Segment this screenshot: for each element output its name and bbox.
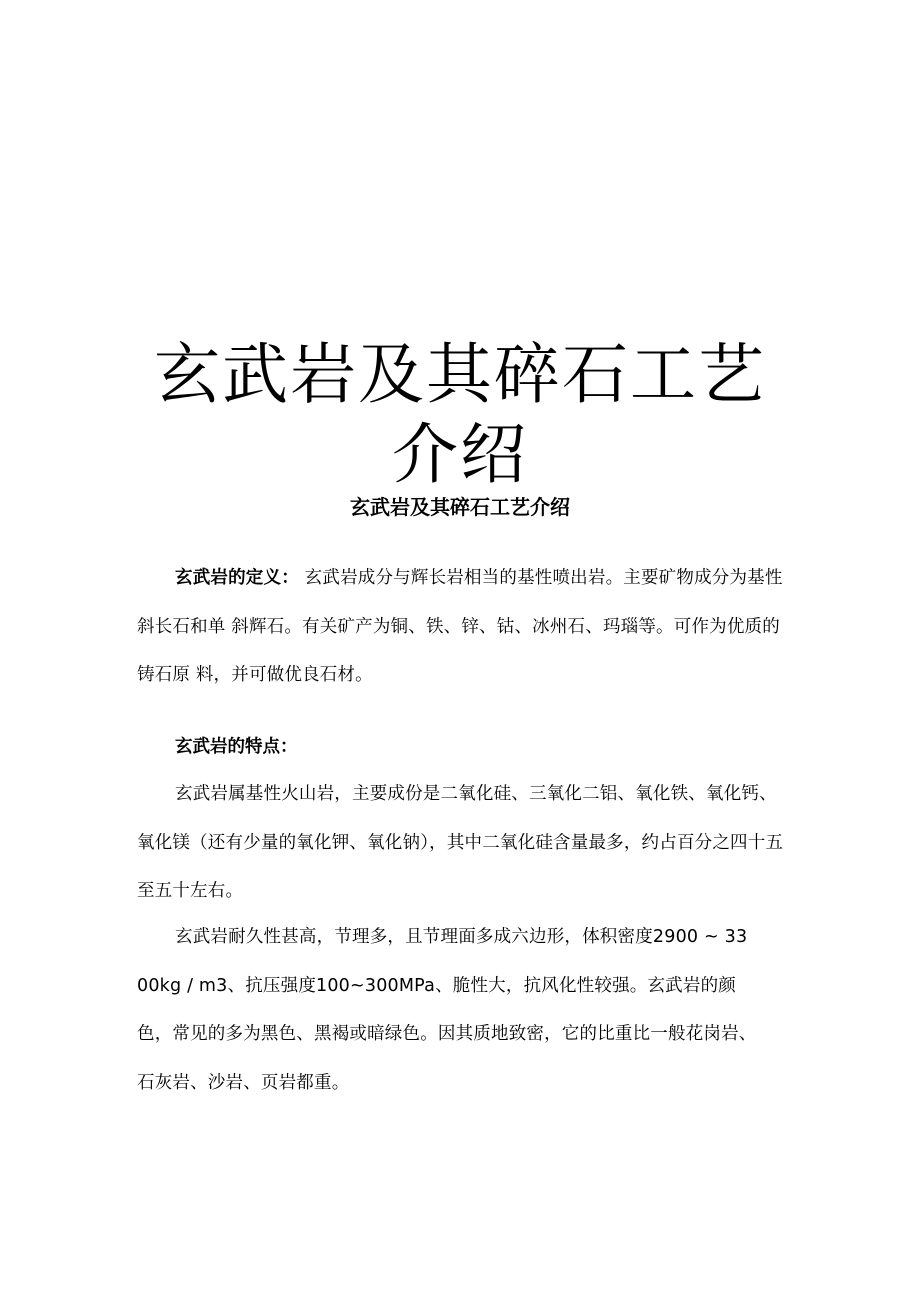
features-paragraph-2: 玄武岩耐久性甚高，节理多，且节理面多成六边形，体积密度2900 ~ 3300kg / m3、抗压强度100~300MPa、脆性大，抗风化性较强。玄武岩的颜色，常见的多为黑色、黑褐或暗绿色。因其质地致密，它的比重比一般花岗岩、石灰岩、沙岩、页岩都重。 bbox=[137, 927, 757, 1093]
document-title: 玄武岩及其碎石工艺介绍 bbox=[154, 336, 766, 493]
features-paragraph-1: 玄武岩属基性火山岩，主要成份是二氧化硅、三氧化二铝、氧化铁、氧化钙、氧化镁（还有少量的氧化钾、氧化钠），其中二氧化硅含量最多，约占百分之四十五至五十左右。 bbox=[137, 784, 784, 901]
definition-label: 玄武岩的定义： bbox=[175, 568, 299, 588]
features-heading: 玄武岩的特点： bbox=[175, 737, 298, 757]
document-subtitle: 玄武岩及其碎石工艺介绍 bbox=[350, 495, 570, 519]
definition-paragraph bbox=[137, 554, 787, 700]
definition-text: 玄武岩成分与辉长岩相当的基性喷出岩。主要矿物成分为基性斜长石和单 斜辉石。有关矿产为铜、铁、锌、钴、冰州石、玛瑙等。可作为优质的铸石原 料，并可做优良石材。 bbox=[137, 568, 783, 685]
